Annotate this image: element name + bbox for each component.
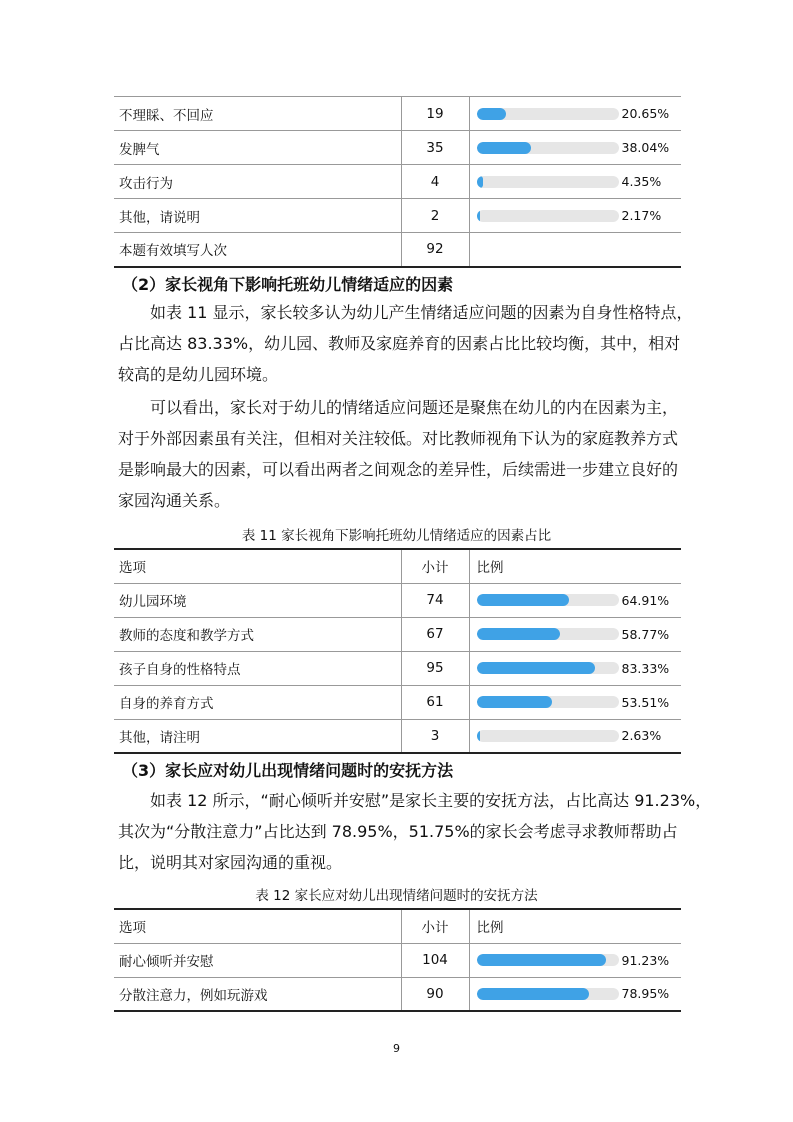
table-header-row <box>114 909 681 943</box>
percent-label: 4.35% <box>621 174 662 189</box>
count-cell: 74 <box>401 583 469 617</box>
table-caption-11: 表 11 家长视角下影响托班幼儿情绪适应的因素占比 <box>241 528 552 544</box>
table-row <box>114 943 681 977</box>
progress-bar-track <box>477 108 619 120</box>
progress-bar-track <box>477 662 619 674</box>
count-cell: 35 <box>401 131 469 165</box>
progress-bar-track <box>477 988 619 1000</box>
table-row <box>114 199 681 233</box>
percent-label: 20.65% <box>621 106 670 121</box>
option-cell: 自身的养育方式 <box>119 696 214 712</box>
option-cell: 教师的态度和教学方式 <box>119 628 254 644</box>
progress-bar-track <box>477 730 619 742</box>
paragraph-section2-1 <box>118 297 693 390</box>
ratio-cell <box>469 617 681 651</box>
paragraph-section3 <box>118 785 712 878</box>
progress-bar-track <box>477 176 619 188</box>
table-caption-12: 表 12 家长应对幼儿出现情绪问题时的安抚方法 <box>255 888 538 904</box>
progress-bar-fill <box>477 176 483 188</box>
paragraph-section2-2 <box>118 392 678 516</box>
count-cell: 4 <box>401 165 469 199</box>
percent-label: 83.33% <box>621 660 670 676</box>
section-heading-3: （3）家长应对幼儿出现情绪问题时的安抚方法 <box>122 761 454 780</box>
ratio-cell <box>469 685 681 719</box>
progress-bar-fill <box>477 988 589 1000</box>
paragraph-line: 比，说明其对家园沟通的重视。 <box>118 853 343 872</box>
table-row <box>114 719 681 753</box>
percent-label: 2.17% <box>621 208 662 223</box>
option-cell: 幼儿园环境 <box>119 594 187 610</box>
total-label-cell: 本题有效填写人次 <box>119 243 227 260</box>
header-count: 小计 <box>401 549 469 583</box>
progress-bar-fill <box>477 662 595 674</box>
option-cell: 分散注意力，例如玩游戏 <box>119 987 268 1004</box>
table-header-row <box>114 549 681 583</box>
option-cell: 发脾气 <box>119 141 160 158</box>
progress-bar-track <box>477 628 619 640</box>
header-ratio: 比例 <box>476 920 504 937</box>
option-cell: 攻击行为 <box>119 175 173 192</box>
ratio-cell <box>469 97 681 131</box>
progress-bar-track <box>477 210 619 222</box>
option-cell: 耐心倾听并安慰 <box>119 954 214 970</box>
paragraph-line: 占比高达 83.33%，幼儿园、教师及家庭养育的因素占比比较均衡，其中，相对 <box>118 334 681 353</box>
progress-bar-track <box>477 594 619 606</box>
ratio-cell <box>469 131 681 165</box>
option-cell: 其他，请注明 <box>119 729 200 746</box>
progress-bar-fill <box>477 730 481 742</box>
progress-bar-track <box>477 954 619 966</box>
paragraph-line: 如表 12 所示，“耐心倾听并安慰”是家长主要的安抚方法，占比高达 91.23%， <box>150 791 712 810</box>
page-number: 9 <box>393 1042 400 1055</box>
ratio-cell <box>469 651 681 685</box>
table-row <box>114 97 681 131</box>
section-heading-2: （2）家长视角下影响托班幼儿情绪适应的因素 <box>122 275 454 294</box>
percent-label: 78.95% <box>621 986 670 1002</box>
progress-bar-track <box>477 696 619 708</box>
total-count-cell: 92 <box>401 233 469 267</box>
progress-bar-fill <box>477 628 560 640</box>
paragraph-line: 较高的是幼儿园环境。 <box>118 365 279 384</box>
table-11 <box>114 548 681 754</box>
progress-bar-fill <box>477 696 553 708</box>
table-row <box>114 617 681 651</box>
header-ratio: 比例 <box>476 560 504 577</box>
count-cell: 104 <box>401 943 469 977</box>
table-row <box>114 651 681 685</box>
count-cell: 90 <box>401 977 469 1011</box>
table-row <box>114 977 681 1011</box>
progress-bar-fill <box>477 954 607 966</box>
paragraph-line: 如表 11 显示，家长较多认为幼儿产生情绪适应问题的因素为自身性格特点， <box>150 303 693 322</box>
percent-label: 38.04% <box>621 140 670 155</box>
progress-bar-fill <box>477 108 506 120</box>
table-top <box>114 96 681 268</box>
table-row <box>114 131 681 165</box>
ratio-cell <box>469 977 681 1011</box>
count-cell: 95 <box>401 651 469 685</box>
percent-label: 58.77% <box>621 626 670 642</box>
percent-label: 53.51% <box>621 694 670 710</box>
option-cell: 其他，请说明 <box>119 209 200 226</box>
progress-bar-fill <box>477 142 531 154</box>
ratio-cell <box>469 199 681 233</box>
header-option: 选项 <box>119 560 146 577</box>
progress-bar-fill <box>477 210 481 222</box>
header-option: 选项 <box>119 920 146 937</box>
table-row <box>114 165 681 199</box>
ratio-cell <box>469 583 681 617</box>
paragraph-line: 是影响最大的因素，可以看出两者之间观念的差异性，后续需进一步建立良好的 <box>118 460 679 479</box>
percent-label: 91.23% <box>621 952 670 968</box>
paragraph-line: 对于外部因素虽有关注，但相对关注较低。对比教师视角下认为的家庭教养方式 <box>118 429 679 448</box>
table-row <box>114 583 681 617</box>
percent-label: 2.63% <box>621 728 662 744</box>
ratio-cell <box>469 943 681 977</box>
count-cell: 67 <box>401 617 469 651</box>
count-cell: 2 <box>401 199 469 233</box>
table-row <box>114 685 681 719</box>
table-total-row <box>114 233 681 267</box>
paragraph-line: 其次为“分散注意力”占比达到 78.95%，51.75%的家长会考虑寻求教师帮助占 <box>118 822 678 841</box>
table-12 <box>114 908 681 1012</box>
option-cell: 不理睬、不回应 <box>119 107 214 124</box>
percent-label: 64.91% <box>621 592 670 608</box>
count-cell: 19 <box>401 97 469 131</box>
progress-bar-track <box>477 142 619 154</box>
option-cell: 孩子自身的性格特点 <box>119 662 241 678</box>
ratio-cell <box>469 165 681 199</box>
ratio-cell <box>469 719 681 753</box>
header-count: 小计 <box>401 909 469 943</box>
progress-bar-fill <box>477 594 569 606</box>
count-cell: 61 <box>401 685 469 719</box>
count-cell: 3 <box>401 719 469 753</box>
empty-cell <box>469 233 681 267</box>
paragraph-line: 家园沟通关系。 <box>118 491 231 510</box>
paragraph-line: 可以看出，家长对于幼儿的情绪适应问题还是聚焦在幼儿的内在因素为主， <box>150 398 679 417</box>
